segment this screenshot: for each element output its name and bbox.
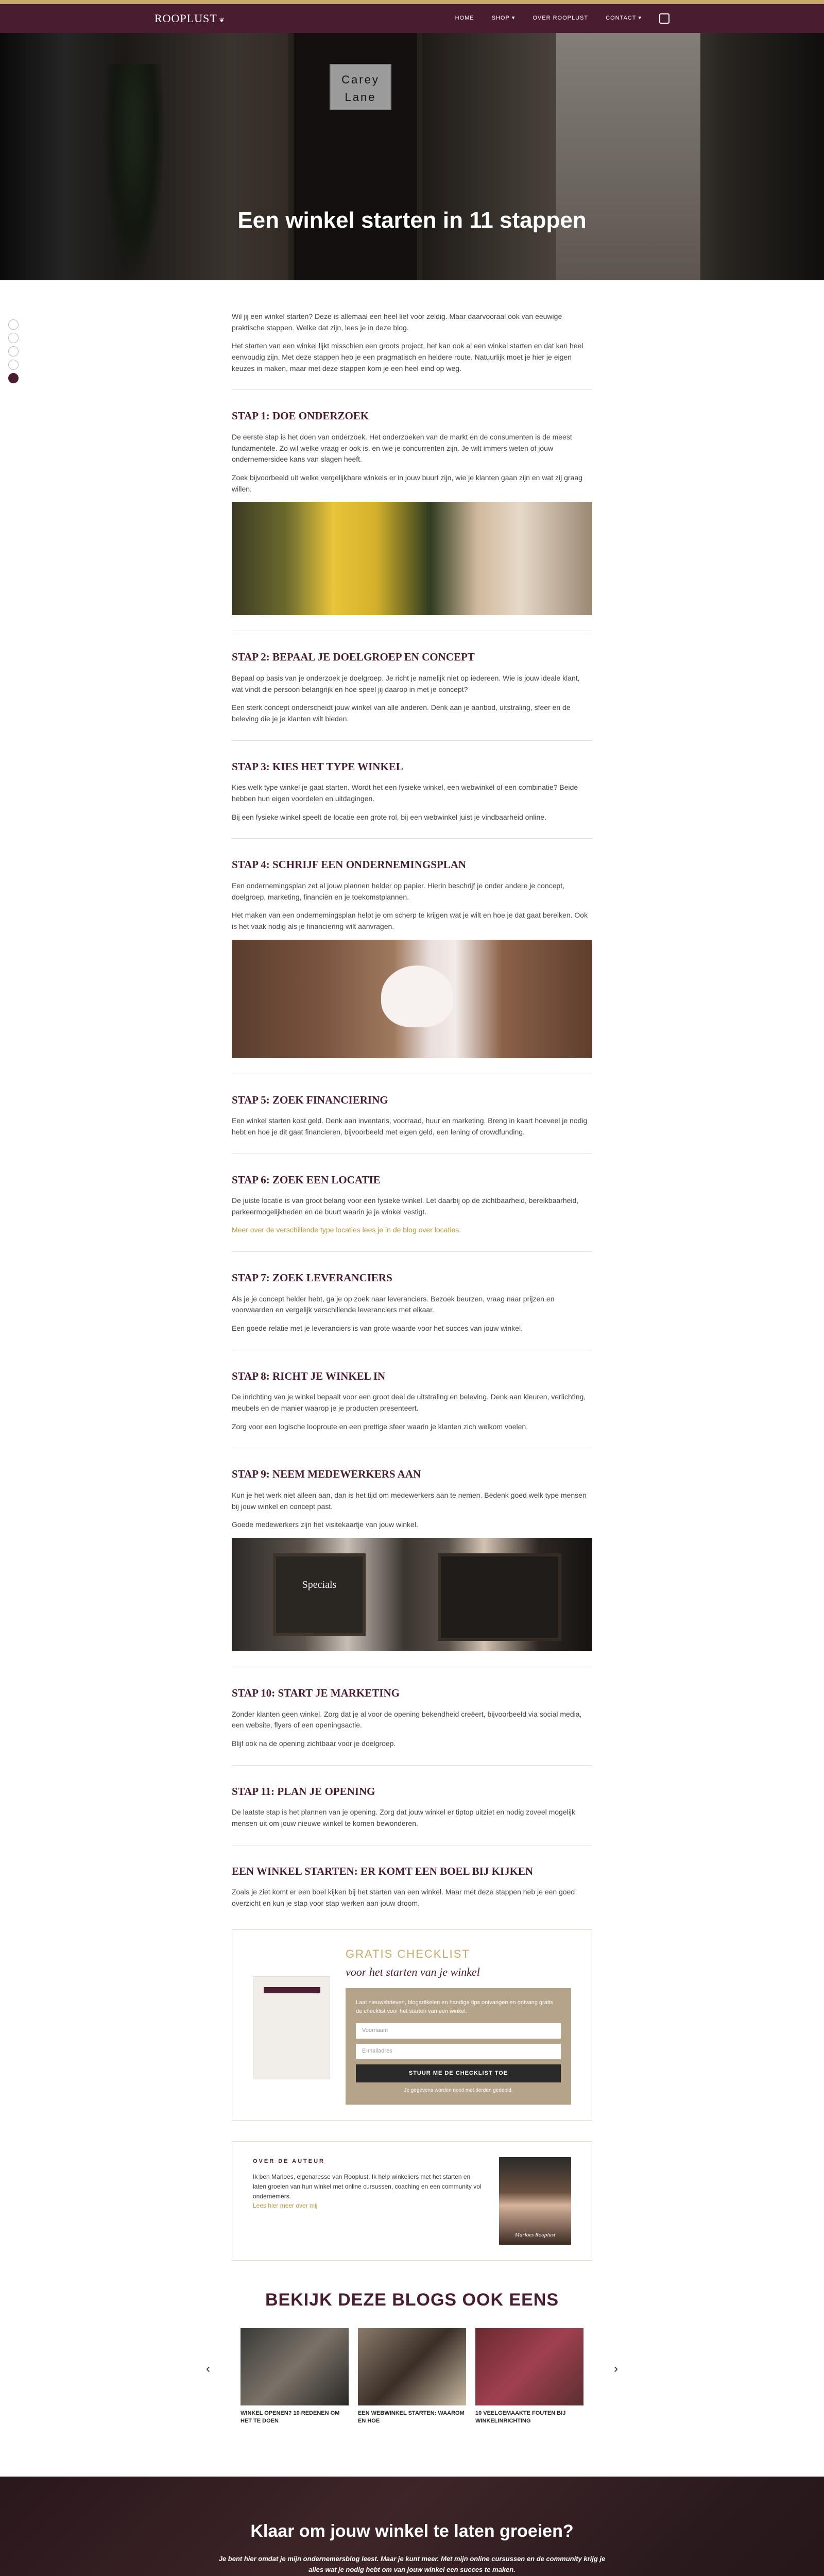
divider — [232, 389, 592, 390]
cta-title: Klaar om jouw winkel te laten groeien? — [250, 2521, 574, 2541]
paragraph: Blijf ook na de opening zichtbaar voor je doelgroep. — [232, 1739, 396, 1748]
privacy-note: Je gegevens worden nooit met derden gedeeld. — [404, 2087, 513, 2093]
section-title: STAP 7: ZOEK LEVERANCIERS — [232, 1272, 392, 1284]
section-title: EEN WINKEL STARTEN: ER KOMT EEN BOEL BIJ KIJKEN — [232, 1865, 534, 1877]
site-logo[interactable]: ROOPLUST ❦ — [154, 11, 225, 25]
paragraph: Bepaal op basis van je onderzoek je doelgroep. Je richt je namelijk niet op iedereen. Wie is jouw ideale klant, wat vindt die persoon belangrijk en hoe speel jij daarop in met je concept? — [232, 673, 580, 693]
share-bar — [8, 319, 19, 383]
checklist-title: GRATIS CHECKLIST — [346, 1947, 470, 1961]
section-title: STAP 1: DOE ONDERZOEK — [232, 410, 369, 422]
firstname-input[interactable]: Voornaam — [356, 2023, 561, 2039]
paragraph: Het maken van een ondernemingsplan helpt je om scherp te krijgen wat je wilt en hoe je dat gaat bereiken. Ook is het vaak nodig als je financiering wilt aanvragen. — [232, 911, 588, 930]
piggy-bank — [381, 965, 453, 1027]
section-title: STAP 8: RICHT JE WINKEL IN — [232, 1369, 386, 1382]
section-title: STAP 10: START JE MARKETING — [232, 1686, 400, 1699]
paragraph: Een winkel starten kost geld. Denk aan inventaris, voorraad, huur en marketing. Breng in kaart hoeveel je nodig hebt en hoe je dit gaat financieren, bijvoorbeeld met eigen geld, een lening of crowdfunding. — [232, 1116, 588, 1136]
related-card[interactable]: 10 VEELGEMAAKTE FOUTEN BIJ WINKELINRICHTING — [475, 2328, 583, 2425]
paragraph: Bij een fysieke winkel speelt de locatie een grote rol, bij een webwinkel juist je vindbaarheid online. — [232, 812, 546, 821]
checklist-form — [346, 1988, 571, 2105]
author-box — [232, 2141, 592, 2261]
paragraph: Goede medewerkers zijn het visitekaartje van jouw winkel. — [232, 1520, 418, 1529]
menu-item-contact[interactable]: CONTACT ▾ — [606, 13, 642, 24]
divider — [232, 740, 592, 741]
hero-overlay — [0, 33, 824, 280]
section-title: STAP 9: NEEM MEDEWERKERS AAN — [232, 1468, 421, 1481]
cta-banner — [0, 2477, 824, 2576]
paragraph: Zoek bijvoorbeeld uit welke vergelijkbare winkels er in jouw buurt zijn, wie je klanten gaan zijn en wat zij graag willen. — [232, 473, 582, 493]
paragraph: Zoals je ziet komt er een boel kijken bij het starten van een winkel. Maar met deze stappen heb je een goed overzicht en kun je stap voor stap werken aan jouw droom. — [232, 1888, 575, 1907]
paragraph: Zonder klanten geen winkel. Zorg dat je al voor de opening bekendheid creëert, bijvoorbeeld via social media, een website, flyers of een openingsactie. — [232, 1709, 582, 1730]
chevron-down-icon: ▾ — [638, 15, 642, 22]
locations-link[interactable]: Meer over de verschillende type locaties lees je in de blog over locaties. — [232, 1226, 461, 1234]
menu-item-home[interactable]: HOME — [455, 15, 474, 22]
menu-item-shop[interactable]: SHOP ▾ — [492, 13, 516, 24]
paragraph: De laatste stap is het plannen van je opening. Zorg dat jouw winkel er tiptop uitziet en nodig zoveel mogelijk mensen uit om jouw nieuwe winkel te komen bewonderen. — [232, 1808, 575, 1827]
paragraph: Zorg voor een logische looproute en een prettige sfeer waarin je klanten zich welkom voelen. — [232, 1422, 528, 1431]
twitter-icon[interactable] — [8, 333, 19, 343]
paragraph: Als je je concept helder hebt, ga je op zoek naar leveranciers. Bezoek beurzen, vraag naar prijzen en voorwaarden en vergelijk verschillende leveranciers met elkaar. — [232, 1294, 555, 1314]
paragraph: Kun je het werk niet alleen aan, dan is het tijd om medewerkers aan te nemen. Bedenk goed welk type mensen bij jouw winkel en concept past. — [232, 1490, 587, 1511]
pinterest-icon[interactable] — [8, 346, 19, 357]
chalkboard-shop-image — [232, 1538, 592, 1651]
main-nav — [0, 4, 824, 33]
section-title: STAP 6: ZOEK EEN LOCATIE — [232, 1173, 381, 1186]
section-title: STAP 2: BEPAAL JE DOELGROEP EN CONCEPT — [232, 651, 475, 664]
chevron-left-icon[interactable]: ‹ — [206, 2361, 210, 2376]
section-title: STAP 11: PLAN JE OPENING — [232, 1785, 375, 1798]
related-blogs — [206, 2286, 618, 2425]
facebook-icon[interactable] — [8, 319, 19, 330]
shop-sign: Carey Lane — [330, 64, 391, 110]
intro-paragraph: Het starten van een winkel lijkt misschien een groots project, het kan ook al een winkel starten en dat kan heel eenvoudig zijn. Met deze stappen heb je een pragmatisch en heldere route. Natuurlijk moet je hier je eigen keuzes in maken, maar met deze stappen kom je een heel eind op weg. — [232, 342, 583, 372]
related-card[interactable]: WINKEL OPENEN? 10 REDENEN OM HET TE DOEN — [241, 2328, 349, 2425]
chevron-right-icon[interactable]: › — [614, 2361, 618, 2376]
paragraph: Een sterk concept onderscheidt jouw winkel van alle anderen. Denk aan je aanbod, uitstraling, sfeer en de beleving die je je klanten wilt bieden. — [232, 703, 571, 723]
paragraph: De juiste locatie is van groot belang voor een fysieke winkel. Let daarbij op de zichtbaarheid, bereikbaarheid, parkeermogelijkheden en de buurt waarin je je winkel vestigt. — [232, 1196, 579, 1216]
chalkboard-menu — [438, 1553, 561, 1641]
share-icon[interactable] — [8, 373, 19, 383]
author-label: OVER DE AUTEUR — [253, 2158, 325, 2165]
checklist-optin — [232, 1929, 592, 2121]
related-card[interactable]: EEN WEBWINKEL STARTEN: WAAROM EN HOE — [358, 2328, 466, 2425]
related-heading: BEKIJK DEZE BLOGS OOK EENS — [265, 2290, 559, 2310]
paragraph: Een goede relatie met je leveranciers is van grote waarde voor het succes van jouw winkel. — [232, 1324, 523, 1333]
author-photo: Marloes Rooplust — [499, 2157, 571, 2245]
section-title: STAP 3: KIES HET TYPE WINKEL — [232, 760, 403, 773]
flowers-woman-image — [232, 502, 592, 615]
menu-item-about[interactable]: OVER ROOPLUST — [533, 15, 589, 22]
divider — [232, 1765, 592, 1766]
divider — [232, 1251, 592, 1252]
divider — [232, 838, 592, 839]
article-body — [232, 280, 592, 1909]
checklist-submit-button[interactable]: STUUR ME DE CHECKLIST TOE — [356, 2064, 561, 2082]
page-title: Een winkel starten in 11 stappen — [237, 208, 587, 233]
cart-icon[interactable] — [659, 13, 670, 24]
chalkboard-sign: Specials — [273, 1553, 366, 1636]
section-title: STAP 5: ZOEK FINANCIERING — [232, 1093, 388, 1106]
linkedin-icon[interactable] — [8, 360, 19, 370]
author-text: Ik ben Marloes, eigenaresse van Rooplust. Ik help winkeliers met het starten en laten groeien van hun winkel met online cursussen, coaching en een community vol ondernemers. — [253, 2173, 482, 2200]
email-input[interactable]: E-mailadres — [356, 2044, 561, 2059]
paragraph: Kies welk type winkel je gaat starten. Wordt het een fysieke winkel, een webwinkel of een combinatie? Beide hebben hun eigen voordelen en uitdagingen. — [232, 783, 578, 803]
piggy-bank-image — [232, 940, 592, 1058]
hero-banner — [0, 33, 824, 280]
chevron-down-icon: ▾ — [511, 15, 516, 22]
top-accent-bar — [0, 0, 824, 4]
author-link[interactable]: Lees hier meer over mij — [253, 2202, 318, 2210]
section-title: STAP 4: SCHRIJF EEN ONDERNEMINGSPLAN — [232, 858, 467, 871]
intro-paragraph: Wil jij een winkel starten? Deze is allemaal een heel lief voor zeldig. Maar daarvooraal ook van eeuwige praktische stappen. Welke dat zijn, lees je in deze blog. — [232, 312, 562, 332]
checklist-text: Laat nieuwsbrieven, blogartikelen en handige tips ontvangen en ontvang gratis de checklist voor het starten van een winkel. — [356, 1999, 553, 2014]
paragraph: De inrichting van je winkel bepaalt voor een groot deel de uitstraling en beleving. Denk aan kleuren, verlichting, meubels en de manier waarop je je producten presenteert. — [232, 1393, 586, 1412]
checklist-cover — [253, 1976, 330, 2079]
paragraph: Een ondernemingsplan zet al jouw plannen helder op papier. Hierin beschrijf je onder andere je concept, doelgroep, marketing, financiën en je toekomstplannen. — [232, 881, 564, 901]
main-menu — [455, 13, 670, 24]
paragraph: De eerste stap is het doen van onderzoek. Het onderzoeken van de markt en de consumenten is de meest fundamentele. Zo wil welke vraag er ook is, en wie je concurrenten zijn. Je wilt immers weten of jouw ondernemersidee kans van slagen heeft. — [232, 432, 572, 464]
checklist-subtitle: voor het starten van je winkel — [346, 1965, 480, 1978]
cta-text: Je bent hier omdat je mijn ondernemersblog leest. Maar je kunt meer. Met mijn online cursussen en de community krijg je alles wat je nodig hebt om van jouw winkel een succes te maken. — [218, 2555, 606, 2574]
